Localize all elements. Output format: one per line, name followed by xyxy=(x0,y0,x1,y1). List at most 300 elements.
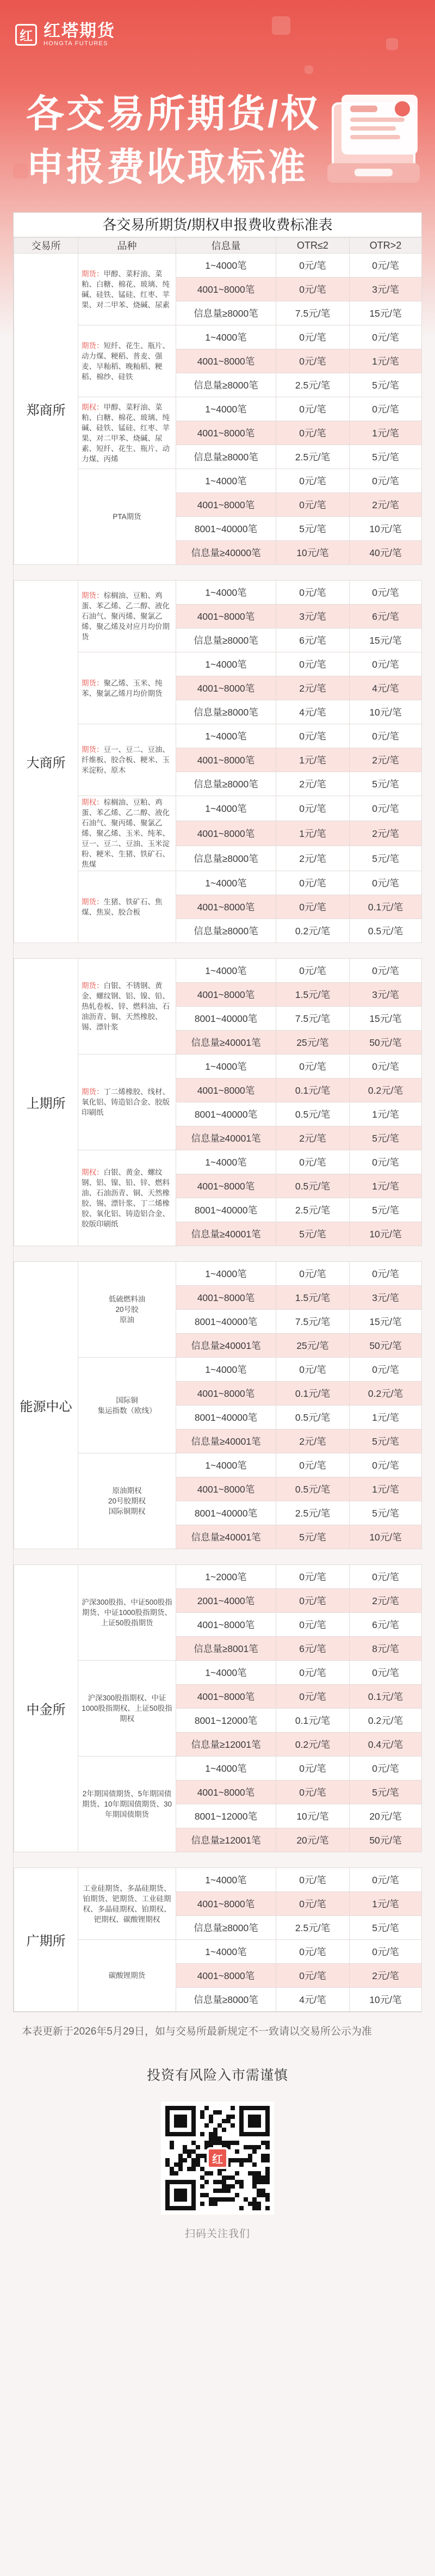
qr-module xyxy=(226,2176,231,2180)
qr-module xyxy=(257,2206,261,2210)
qr-module xyxy=(191,2158,196,2162)
qr-module xyxy=(235,2141,239,2145)
qr-module xyxy=(248,2145,252,2149)
qr-module xyxy=(226,2119,231,2123)
fee-otr-high: 6元/笔 xyxy=(350,605,422,628)
qr-module xyxy=(170,2171,174,2176)
fee-otr-high: 5元/笔 xyxy=(350,1916,422,1940)
fee-otr-high: 0元/笔 xyxy=(350,1358,422,1382)
qr-module xyxy=(252,2184,257,2189)
fee-otr-high: 0元/笔 xyxy=(350,469,422,493)
qr-module xyxy=(209,2115,213,2119)
fee-otr-low: 4元/笔 xyxy=(276,700,350,724)
fee-otr-low: 0元/笔 xyxy=(276,1589,350,1613)
qr-module xyxy=(200,2176,204,2180)
fee-otr-low: 0.2元/笔 xyxy=(276,919,350,943)
header-exchange: 交易所 xyxy=(14,238,78,254)
fee-otr-high: 5元/笔 xyxy=(350,1126,422,1150)
product-list xyxy=(78,397,176,469)
fee-table xyxy=(14,237,422,2012)
fee-otr-high: 0元/笔 xyxy=(350,1055,422,1079)
qr-module xyxy=(261,2189,265,2193)
qr-module xyxy=(204,2180,209,2184)
qr-module xyxy=(265,2193,270,2197)
exchange-name: 上期所 xyxy=(14,959,78,1246)
qr-finder xyxy=(174,2115,187,2128)
volume-tier: 4001~8000笔 xyxy=(176,278,276,301)
fee-otr-low: 0.1元/笔 xyxy=(276,1079,350,1102)
exchange-name: 大商所 xyxy=(14,581,78,943)
fee-otr-high: 0元/笔 xyxy=(350,1150,422,1174)
volume-tier: 1~2000笔 xyxy=(176,1565,276,1589)
qr-module xyxy=(200,2193,204,2197)
volume-tier: 信息量≥40001笔 xyxy=(176,1334,276,1358)
exchange-name: 广期所 xyxy=(14,1868,78,2012)
qr-module xyxy=(257,2176,261,2180)
fee-otr-high: 1元/笔 xyxy=(350,1174,422,1198)
volume-tier: 1~4000笔 xyxy=(176,796,276,821)
qr-module xyxy=(217,2197,222,2202)
volume-tier: 信息量≥40001笔 xyxy=(176,1222,276,1246)
qr-module xyxy=(178,2167,183,2171)
fee-otr-high: 0元/笔 xyxy=(350,1661,422,1685)
fee-otr-low: 2.5元/笔 xyxy=(276,1916,350,1940)
fee-otr-low: 0元/笔 xyxy=(276,1565,350,1589)
fee-otr-high: 50元/笔 xyxy=(350,1334,422,1358)
qr-module xyxy=(213,2132,217,2136)
page-title xyxy=(26,87,320,194)
volume-tier: 4001~8000笔 xyxy=(176,821,276,846)
fee-otr-low: 2元/笔 xyxy=(276,1126,350,1150)
fee-otr-high: 5元/笔 xyxy=(350,445,422,469)
qr-module xyxy=(231,2197,235,2202)
volume-tier: 4001~8000笔 xyxy=(176,1685,276,1709)
volume-tier: 信息量≥8000笔 xyxy=(176,919,276,943)
fee-otr-high: 0.1元/笔 xyxy=(350,895,422,919)
fee-otr-high: 0.4元/笔 xyxy=(350,1733,422,1757)
qr-module xyxy=(204,2106,209,2110)
fee-otr-high: 0元/笔 xyxy=(350,1262,422,1286)
volume-tier: 信息量≥8000笔 xyxy=(176,373,276,397)
fee-otr-high: 4元/笔 xyxy=(350,676,422,700)
qr-module xyxy=(231,2158,235,2162)
fee-otr-low: 0元/笔 xyxy=(276,1453,350,1477)
qr-module xyxy=(200,2154,204,2158)
fee-otr-high: 2元/笔 xyxy=(350,493,422,517)
brand-name: 红塔期货 xyxy=(44,21,115,40)
volume-tier: 信息量≥40001笔 xyxy=(176,1429,276,1453)
qr-module xyxy=(183,2158,187,2162)
product-list xyxy=(78,1661,176,1757)
volume-tier: 信息量≥40001笔 xyxy=(176,1031,276,1055)
fee-otr-high: 5元/笔 xyxy=(350,772,422,796)
table-row xyxy=(14,959,422,983)
volume-tier: 1~4000笔 xyxy=(176,469,276,493)
qr-module xyxy=(244,2145,248,2149)
fee-otr-low: 0元/笔 xyxy=(276,959,350,983)
product-list xyxy=(78,1358,176,1453)
qr-module xyxy=(265,2176,270,2180)
qr-module xyxy=(178,2158,183,2162)
product-type-label: 期货： xyxy=(82,269,104,278)
product-type-label: 期权： xyxy=(82,1168,104,1176)
qr-module xyxy=(222,2128,226,2132)
product-names: 甲醇、菜籽油、菜粕、白糖、棉花、玻璃、纯碱、硅铁、锰硅、红枣、苹果、对二甲苯、烧碱、尿素 xyxy=(82,269,170,309)
fee-otr-high: 3元/笔 xyxy=(350,1286,422,1310)
decor-square xyxy=(386,38,398,50)
qr-module xyxy=(239,2206,244,2210)
volume-tier: 4001~8000笔 xyxy=(176,1079,276,1102)
fee-otr-high: 0元/笔 xyxy=(350,397,422,421)
qr-module xyxy=(231,2141,235,2145)
qr-module xyxy=(170,2145,174,2149)
fee-otr-low: 7.5元/笔 xyxy=(276,1007,350,1031)
qr-module xyxy=(213,2197,217,2202)
volume-tier: 4001~8000笔 xyxy=(176,1613,276,1637)
product-list xyxy=(78,1150,176,1246)
product-names: 沪深300股指期权、中证1000股指期权、上证50股指期权 xyxy=(82,1694,172,1723)
qr-module xyxy=(178,2162,183,2167)
qr-module xyxy=(209,2202,213,2206)
fee-otr-low: 7.5元/笔 xyxy=(276,1310,350,1334)
fee-otr-low: 25元/笔 xyxy=(276,1031,350,1055)
fee-otr-high: 0元/笔 xyxy=(350,581,422,605)
fee-otr-low: 0元/笔 xyxy=(276,1150,350,1174)
fee-otr-low: 1元/笔 xyxy=(276,748,350,772)
fee-otr-low: 25元/笔 xyxy=(276,1334,350,1358)
qr-module xyxy=(217,2180,222,2184)
section-spacer xyxy=(14,1246,422,1262)
product-type-label: 期权： xyxy=(82,798,104,806)
qr-module xyxy=(209,2136,213,2141)
qr-module xyxy=(252,2202,257,2206)
spacer-cell xyxy=(14,1549,422,1565)
fee-otr-high: 1元/笔 xyxy=(350,1406,422,1429)
fee-otr-high: 5元/笔 xyxy=(350,1429,422,1453)
volume-tier: 4001~8000笔 xyxy=(176,895,276,919)
fee-otr-high: 0元/笔 xyxy=(350,871,422,895)
fee-otr-low: 0元/笔 xyxy=(276,1868,350,1892)
fee-otr-low: 2.5元/笔 xyxy=(276,445,350,469)
fee-otr-low: 1.5元/笔 xyxy=(276,983,350,1007)
volume-tier: 8001~40000笔 xyxy=(176,1198,276,1222)
exchange-name: 郑商所 xyxy=(14,254,78,565)
qr-module xyxy=(165,2158,170,2162)
volume-tier: 4001~8000笔 xyxy=(176,1286,276,1310)
spacer-cell xyxy=(14,1246,422,1262)
qr-module xyxy=(187,2149,191,2154)
qr-module xyxy=(231,2176,235,2180)
header-volume: 信息量 xyxy=(176,238,276,254)
fee-otr-low: 2元/笔 xyxy=(276,1429,350,1453)
fee-otr-low: 0元/笔 xyxy=(276,278,350,301)
qr-module xyxy=(222,2180,226,2184)
product-list xyxy=(78,581,176,652)
product-names: 豆一、豆二、豆油、纤维板、胶合板、粳米、玉米淀粉、原木 xyxy=(82,745,170,774)
volume-tier: 8001~40000笔 xyxy=(176,1310,276,1334)
title-line-2: 申报费收取标准 xyxy=(26,146,308,188)
qr-module xyxy=(213,2202,217,2206)
table-row xyxy=(14,581,422,605)
product-names: 聚乙烯、玉米、纯苯、聚氯乙烯月均价期货 xyxy=(82,679,163,698)
volume-tier: 1~4000笔 xyxy=(176,652,276,676)
volume-tier: 信息量≥8001笔 xyxy=(176,1637,276,1661)
qr-module xyxy=(209,2197,213,2202)
product-list xyxy=(78,1262,176,1358)
qr-module xyxy=(235,2171,239,2176)
product-names: 甲醇、菜籽油、菜粕、白糖、棉花、玻璃、纯碱、硅铁、锰硅、红枣、苹果、对二甲苯、烧碱、尿素、短纤、花生、瓶片、动力煤、丙烯 xyxy=(82,403,170,463)
fee-otr-low: 0元/笔 xyxy=(276,652,350,676)
product-type-label: 期权： xyxy=(82,403,104,411)
fee-otr-low: 0元/笔 xyxy=(276,469,350,493)
qr-module xyxy=(252,2176,257,2180)
fee-otr-high: 10元/笔 xyxy=(350,1988,422,2012)
volume-tier: 信息量≥8000笔 xyxy=(176,301,276,325)
fee-otr-low: 2.5元/笔 xyxy=(276,1501,350,1525)
fee-otr-low: 2.5元/笔 xyxy=(276,373,350,397)
qr-module xyxy=(191,2149,196,2154)
fee-otr-high: 0元/笔 xyxy=(350,959,422,983)
exchange-name: 中金所 xyxy=(14,1565,78,1852)
qr-module xyxy=(265,2145,270,2149)
product-list xyxy=(78,1453,176,1549)
product-names: 丁二烯橡胶、线材、氧化铝、铸造铝合金、胶版印刷纸 xyxy=(82,1088,170,1117)
product-names: 生猪、铁矿石、焦煤、焦炭、胶合板 xyxy=(82,897,163,916)
volume-tier: 信息量≥8000笔 xyxy=(176,700,276,724)
qr-module xyxy=(174,2171,178,2176)
qr-module xyxy=(239,2158,244,2162)
product-list xyxy=(78,724,176,796)
fee-otr-low: 2元/笔 xyxy=(276,676,350,700)
volume-tier: 8001~40000笔 xyxy=(176,1501,276,1525)
qr-module xyxy=(261,2193,265,2197)
qr-module xyxy=(261,2158,265,2162)
hero-banner xyxy=(0,0,435,212)
fee-otr-high: 0元/笔 xyxy=(350,1453,422,1477)
fee-otr-low: 6元/笔 xyxy=(276,628,350,652)
fee-otr-low: 0.1元/笔 xyxy=(276,1709,350,1733)
qr-module xyxy=(213,2141,217,2145)
qr-module xyxy=(196,2162,200,2167)
volume-tier: 4001~8000笔 xyxy=(176,1174,276,1198)
fee-otr-low: 0元/笔 xyxy=(276,724,350,748)
qr-module xyxy=(265,2180,270,2184)
qr-module xyxy=(226,2184,231,2189)
volume-tier: 1~4000笔 xyxy=(176,1262,276,1286)
qr-module xyxy=(248,2154,252,2158)
volume-tier: 8001~40000笔 xyxy=(176,517,276,541)
product-names: 碳酸锂期货 xyxy=(108,1971,146,1980)
qr-module xyxy=(213,2136,217,2141)
fee-otr-low: 0元/笔 xyxy=(276,1685,350,1709)
product-list xyxy=(78,254,176,325)
fee-otr-high: 10元/笔 xyxy=(350,700,422,724)
volume-tier: 4001~8000笔 xyxy=(176,748,276,772)
qr-module xyxy=(187,2154,191,2158)
product-list xyxy=(78,1565,176,1661)
qr-module xyxy=(213,2180,217,2184)
header-product: 品种 xyxy=(78,238,176,254)
volume-tier: 信息量≥8000笔 xyxy=(176,445,276,469)
qr-module xyxy=(200,2110,204,2115)
table-row xyxy=(14,1565,422,1589)
volume-tier: 8001~12000笔 xyxy=(176,1709,276,1733)
fee-otr-high: 10元/笔 xyxy=(350,1222,422,1246)
fee-otr-high: 40元/笔 xyxy=(350,541,422,565)
volume-tier: 1~4000笔 xyxy=(176,1150,276,1174)
fee-otr-low: 0元/笔 xyxy=(276,397,350,421)
qr-module xyxy=(261,2180,265,2184)
product-names: 白银、黄金、螺纹钢、铝、镍、铅、锌、燃料油、石油沥青、铜、天然橡胶、锡、漂针浆、丁二烯橡胶、氧化铝、铸造铝合金、胶版印刷纸 xyxy=(82,1168,170,1228)
volume-tier: 4001~8000笔 xyxy=(176,349,276,373)
fee-otr-low: 0元/笔 xyxy=(276,493,350,517)
volume-tier: 4001~8000笔 xyxy=(176,1964,276,1988)
fee-otr-low: 0元/笔 xyxy=(276,1757,350,1780)
title-line-1: 各交易所期货/权 xyxy=(26,93,321,135)
fee-otr-low: 20元/笔 xyxy=(276,1828,350,1852)
qr-code[interactable] xyxy=(161,2102,274,2215)
fee-otr-low: 0元/笔 xyxy=(276,581,350,605)
qr-module xyxy=(217,2141,222,2145)
volume-tier: 1~4000笔 xyxy=(176,397,276,421)
qr-module xyxy=(196,2158,200,2162)
section-spacer xyxy=(14,943,422,959)
qr-module xyxy=(200,2202,204,2206)
fee-otr-high: 50元/笔 xyxy=(350,1031,422,1055)
header-otr-low: OTR≤2 xyxy=(276,238,350,254)
fee-otr-high: 50元/笔 xyxy=(350,1828,422,1852)
fee-otr-low: 0元/笔 xyxy=(276,1262,350,1286)
qr-module xyxy=(257,2180,261,2184)
qr-module xyxy=(257,2145,261,2149)
product-names: 原油期权 20号胶期权 国际铜期权 xyxy=(108,1487,146,1515)
fee-otr-high: 5元/笔 xyxy=(350,1501,422,1525)
product-type-label: 期货： xyxy=(82,591,104,600)
qr-module xyxy=(196,2154,200,2158)
volume-tier: 1~4000笔 xyxy=(176,581,276,605)
qr-module xyxy=(257,2171,261,2176)
volume-tier: 信息量≥40000笔 xyxy=(176,541,276,565)
product-type-label: 期货： xyxy=(82,1088,104,1096)
volume-tier: 1~4000笔 xyxy=(176,1055,276,1079)
qr-module xyxy=(252,2171,257,2176)
table-header-row xyxy=(14,238,422,254)
fee-otr-high: 15元/笔 xyxy=(350,628,422,652)
fee-otr-low: 4元/笔 xyxy=(276,1988,350,2012)
qr-module xyxy=(257,2193,261,2197)
volume-tier: 4001~8000笔 xyxy=(176,676,276,700)
fee-otr-high: 5元/笔 xyxy=(350,846,422,871)
product-names: 2年期国债期货、5年期国债期货、10年期国债期货、30年期国债期货 xyxy=(82,1790,172,1819)
qr-module xyxy=(191,2162,196,2167)
fee-otr-high: 8元/笔 xyxy=(350,1637,422,1661)
volume-tier: 4001~8000笔 xyxy=(176,1780,276,1804)
volume-tier: 信息量≥12001笔 xyxy=(176,1733,276,1757)
fee-otr-high: 0元/笔 xyxy=(350,325,422,349)
qr-module xyxy=(239,2184,244,2189)
table-caption: 各交易所期货/期权申报费收费标准表 xyxy=(14,213,421,237)
fee-otr-high: 0.2元/笔 xyxy=(350,1079,422,1102)
brand-logo xyxy=(15,22,115,47)
qr-module xyxy=(235,2158,239,2162)
fee-otr-high: 5元/笔 xyxy=(350,1198,422,1222)
qr-module xyxy=(235,2180,239,2184)
volume-tier: 信息量≥8000笔 xyxy=(176,772,276,796)
qr-module xyxy=(261,2176,265,2180)
spacer-cell xyxy=(14,1852,422,1868)
volume-tier: 2001~4000笔 xyxy=(176,1589,276,1613)
qr-module xyxy=(222,2189,226,2193)
fee-otr-high: 5元/笔 xyxy=(350,373,422,397)
fee-otr-high: 6元/笔 xyxy=(350,1613,422,1637)
volume-tier: 4001~8000笔 xyxy=(176,421,276,445)
fee-otr-low: 0.5元/笔 xyxy=(276,1406,350,1429)
qr-module xyxy=(257,2189,261,2193)
table-row xyxy=(14,254,422,278)
fee-otr-low: 0元/笔 xyxy=(276,1055,350,1079)
volume-tier: 4001~8000笔 xyxy=(176,983,276,1007)
volume-tier: 8001~40000笔 xyxy=(176,1406,276,1429)
product-list xyxy=(78,652,176,724)
table-body xyxy=(14,254,422,2012)
qr-module xyxy=(191,2141,196,2145)
qr-module xyxy=(252,2145,257,2149)
decor-square xyxy=(304,65,313,74)
product-list xyxy=(78,1868,176,1940)
fee-otr-low: 0元/笔 xyxy=(276,325,350,349)
fee-otr-high: 0.2元/笔 xyxy=(350,1382,422,1406)
volume-tier: 信息量≥12001笔 xyxy=(176,1828,276,1852)
product-type-label: 期货： xyxy=(82,341,104,350)
fee-otr-low: 0元/笔 xyxy=(276,349,350,373)
qr-module xyxy=(226,2189,231,2193)
qr-module xyxy=(170,2167,174,2171)
fee-otr-high: 2元/笔 xyxy=(350,1589,422,1613)
qr-module xyxy=(191,2167,196,2171)
volume-tier: 信息量≥40001笔 xyxy=(176,1126,276,1150)
volume-tier: 1~4000笔 xyxy=(176,254,276,278)
volume-tier: 4001~8000笔 xyxy=(176,1382,276,1406)
fee-otr-high: 0元/笔 xyxy=(350,652,422,676)
qr-module xyxy=(183,2149,187,2154)
product-list xyxy=(78,959,176,1055)
qr-module xyxy=(213,2128,217,2132)
qr-module xyxy=(200,2184,204,2189)
qr-module xyxy=(231,2106,235,2110)
qr-module xyxy=(213,2110,217,2115)
qr-finder xyxy=(174,2189,187,2202)
volume-tier: 1~4000笔 xyxy=(176,1757,276,1780)
volume-tier: 信息量≥8000笔 xyxy=(176,846,276,871)
product-names: 棕榈油、豆粕、鸡蛋、苯乙烯、乙二醇、液化石油气、聚丙烯、聚氯乙烯、聚乙烯、玉米、纯苯、豆一、豆二、豆油、玉米淀粉、粳米、生猪、铁矿石、焦煤 xyxy=(82,798,170,868)
qr-module xyxy=(235,2193,239,2197)
qr-module xyxy=(265,2154,270,2158)
fee-otr-low: 1元/笔 xyxy=(276,821,350,846)
fee-otr-low: 10元/笔 xyxy=(276,541,350,565)
fee-otr-low: 10元/笔 xyxy=(276,1804,350,1828)
volume-tier: 信息量≥8000笔 xyxy=(176,1916,276,1940)
qr-module xyxy=(209,2132,213,2136)
product-type-label: 期货： xyxy=(82,897,104,906)
fee-otr-low: 0元/笔 xyxy=(276,1613,350,1637)
fee-otr-high: 0元/笔 xyxy=(350,1868,422,1892)
qr-module xyxy=(217,2171,222,2176)
fee-otr-high: 15元/笔 xyxy=(350,1007,422,1031)
volume-tier: 1~4000笔 xyxy=(176,1453,276,1477)
qr-caption: 扫码关注我们 xyxy=(184,2228,250,2240)
qr-module xyxy=(217,2189,222,2193)
volume-tier: 1~4000笔 xyxy=(176,1868,276,1892)
